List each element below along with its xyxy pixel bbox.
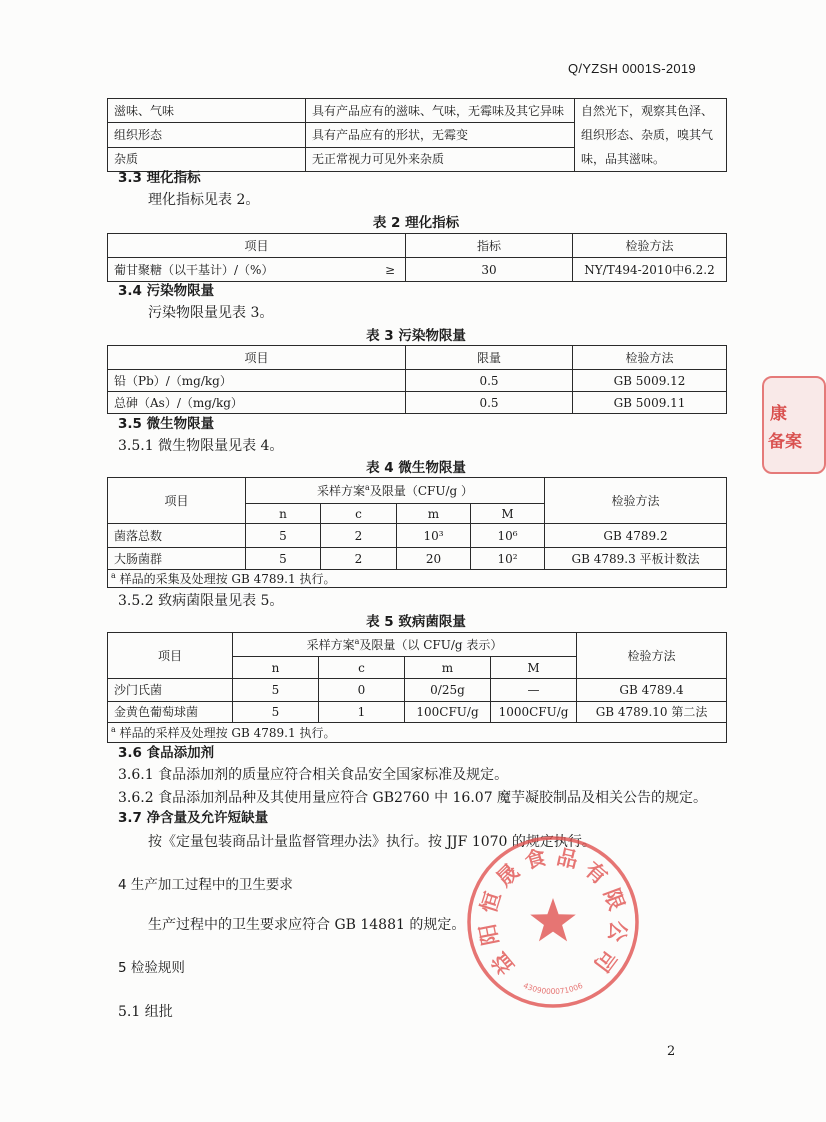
item-cell: 杂质 bbox=[108, 147, 306, 171]
seam-stamp-text: 备案 bbox=[768, 432, 802, 452]
requirement-cell: 具有产品应有的滋味、气味，无霉味及其它异味 bbox=[306, 99, 575, 123]
c-cell: 1 bbox=[319, 702, 405, 723]
n-cell: 5 bbox=[246, 548, 321, 570]
header-cell: 检验方法 bbox=[577, 633, 727, 679]
subheader-cell: n bbox=[233, 657, 319, 679]
table-2-caption: 表 2 理化指标 bbox=[372, 215, 460, 231]
table-footnote-row bbox=[108, 723, 727, 743]
header-cell: 限量 bbox=[406, 346, 573, 370]
sampling-plan-header bbox=[246, 478, 545, 504]
method-cell: NY/T494-2010中6.2.2 bbox=[573, 258, 727, 282]
seal-code: 4309000071006 bbox=[521, 980, 585, 997]
section-3-4-heading: 3.4 污染物限量 bbox=[118, 283, 215, 299]
c-cell: 2 bbox=[321, 524, 397, 548]
header-cell: 项目 bbox=[108, 346, 406, 370]
operator-symbol: ≥ bbox=[384, 262, 395, 277]
method-cell: GB 5009.12 bbox=[573, 370, 727, 392]
header-cell: 指标 bbox=[406, 234, 573, 258]
section-3-5-2-text: 3.5.2 致病菌限量见表 5。 bbox=[118, 593, 284, 609]
subheader-cell: m bbox=[405, 657, 491, 679]
M-cell: 1000CFU/g bbox=[491, 702, 577, 723]
seam-stamp-text: 康 bbox=[770, 404, 787, 424]
item-cell: 铅（Pb）/（mg/kg） bbox=[108, 370, 406, 392]
table-3-caption: 表 3 污染物限量 bbox=[366, 328, 466, 344]
table-footnote bbox=[108, 570, 727, 588]
header-cell: 项目 bbox=[108, 234, 406, 258]
m-cell: 100CFU/g bbox=[405, 702, 491, 723]
company-seal bbox=[463, 832, 643, 1012]
section-3-5-heading: 3.5 微生物限量 bbox=[118, 416, 215, 432]
method-cell: GB 4789.3 平板计数法 bbox=[545, 548, 727, 570]
method-cell: GB 4789.4 bbox=[577, 679, 727, 702]
microbial-limits-table bbox=[107, 477, 727, 588]
header-cell: 检验方法 bbox=[573, 234, 727, 258]
requirement-cell: 无正常视力可见外来杂质 bbox=[306, 147, 575, 171]
table-5-caption: 表 5 致病菌限量 bbox=[366, 614, 466, 630]
M-cell: — bbox=[491, 679, 577, 702]
sensory-requirements-table bbox=[107, 98, 727, 172]
footnote-text: 样品的采集及处理按 GB 4789.1 执行。 bbox=[119, 571, 336, 586]
footnote-mark: a bbox=[111, 570, 116, 580]
value-cell: 30 bbox=[406, 258, 573, 282]
m-cell: 0/25g bbox=[405, 679, 491, 702]
method-cell: 自然光下，观察其色泽、组织形态、杂质，嗅其气味，品其滋味。 bbox=[575, 99, 727, 172]
section-3-6-heading: 3.6 食品添加剂 bbox=[118, 745, 215, 761]
table-header-row bbox=[108, 478, 727, 504]
table-row bbox=[108, 258, 727, 282]
item-cell: 金黄色葡萄球菌 bbox=[108, 702, 233, 723]
header-cell: 项目 bbox=[108, 478, 246, 524]
table-row bbox=[108, 702, 727, 723]
footnote-mark: a bbox=[354, 636, 360, 646]
header-text: 及限量（以 CFU/g 表示） bbox=[359, 637, 503, 652]
table-header-row bbox=[108, 346, 727, 370]
footnote-mark: a bbox=[365, 482, 370, 492]
method-cell: GB 5009.11 bbox=[573, 392, 727, 414]
section-3-3-heading: 3.3 理化指标 bbox=[118, 170, 201, 186]
n-cell: 5 bbox=[233, 679, 319, 702]
physicochemical-table bbox=[107, 233, 727, 282]
table-header-row bbox=[108, 234, 727, 258]
seam-stamp bbox=[760, 376, 802, 472]
header-cell: 检验方法 bbox=[573, 346, 727, 370]
footnote-mark: a bbox=[111, 724, 116, 734]
M-cell: 10² bbox=[471, 548, 545, 570]
table-footnote-row bbox=[108, 570, 727, 588]
subheader-cell: n bbox=[246, 504, 321, 524]
section-5-heading: 5 检验规则 bbox=[118, 960, 185, 976]
header-text: 采样方案 bbox=[306, 637, 355, 652]
n-cell: 5 bbox=[233, 702, 319, 723]
subheader-cell: c bbox=[321, 504, 397, 524]
limit-cell: 0.5 bbox=[406, 392, 573, 414]
subheader-cell: c bbox=[319, 657, 405, 679]
limit-cell: 0.5 bbox=[406, 370, 573, 392]
pathogen-limits-table bbox=[107, 632, 727, 743]
table-footnote bbox=[108, 723, 727, 743]
item-cell: 组织形态 bbox=[108, 123, 306, 147]
item-cell: 沙门氏菌 bbox=[108, 679, 233, 702]
subheader-cell: M bbox=[471, 504, 545, 524]
item-cell: 滋味、气味 bbox=[108, 99, 306, 123]
document-code: Q/YZSH 0001S-2019 bbox=[568, 61, 696, 76]
table-row bbox=[108, 679, 727, 702]
footnote-text: 样品的采样及处理按 GB 4789.1 执行。 bbox=[119, 725, 336, 740]
item-cell: 菌落总数 bbox=[108, 524, 246, 548]
section-3-4-text: 污染物限量见表 3。 bbox=[148, 305, 274, 321]
sampling-plan-header bbox=[233, 633, 577, 657]
table-row bbox=[108, 370, 727, 392]
section-4-heading: 4 生产加工过程中的卫生要求 bbox=[118, 877, 293, 893]
header-cell: 项目 bbox=[108, 633, 233, 679]
table-row bbox=[108, 392, 727, 414]
seam-stamp-body bbox=[762, 376, 826, 474]
table-row bbox=[108, 548, 727, 570]
page-number: 2 bbox=[667, 1044, 676, 1059]
c-cell: 0 bbox=[319, 679, 405, 702]
subheader-cell: m bbox=[397, 504, 471, 524]
table-header-row bbox=[108, 633, 727, 657]
section-3-7-heading: 3.7 净含量及允许短缺量 bbox=[118, 810, 269, 826]
M-cell: 10⁶ bbox=[471, 524, 545, 548]
item-cell: 大肠菌群 bbox=[108, 548, 246, 570]
n-cell: 5 bbox=[246, 524, 321, 548]
m-cell: 10³ bbox=[397, 524, 471, 548]
item-cell: 总砷（As）/（mg/kg） bbox=[108, 392, 406, 414]
requirement-cell: 具有产品应有的形状，无霉变 bbox=[306, 123, 575, 147]
header-text: 及限量（CFU/g ） bbox=[369, 483, 473, 498]
contaminant-limits-table bbox=[107, 345, 727, 414]
seal-star-icon bbox=[530, 898, 576, 941]
section-3-7-text: 按《定量包装商品计量监督管理办法》执行。按 JJF 1070 的规定执行。 bbox=[148, 834, 596, 850]
subheader-cell: M bbox=[491, 657, 577, 679]
table-row bbox=[108, 524, 727, 548]
item-cell bbox=[108, 258, 406, 282]
section-4-text: 生产过程中的卫生要求应符合 GB 14881 的规定。 bbox=[148, 917, 466, 933]
table-4-caption: 表 4 微生物限量 bbox=[366, 460, 466, 476]
header-cell: 检验方法 bbox=[545, 478, 727, 524]
item-text: 葡甘聚糖（以干基计）/（%） bbox=[114, 262, 274, 277]
method-cell: GB 4789.10 第二法 bbox=[577, 702, 727, 723]
section-5-1-heading: 5.1 组批 bbox=[118, 1004, 173, 1020]
seal-company-name: 益阳恒晟食品有限公司 bbox=[475, 844, 631, 980]
c-cell: 2 bbox=[321, 548, 397, 570]
section-3-6-2-text: 3.6.2 食品添加剂品种及其使用量应符合 GB2760 中 16.07 魔芋凝胶制品及相关公告的规定。 bbox=[118, 790, 708, 806]
section-3-5-1-text: 3.5.1 微生物限量见表 4。 bbox=[118, 438, 284, 454]
method-cell: GB 4789.2 bbox=[545, 524, 727, 548]
section-3-3-text: 理化指标见表 2。 bbox=[148, 192, 260, 208]
header-text: 采样方案 bbox=[317, 483, 366, 498]
table-row bbox=[108, 99, 727, 123]
m-cell: 20 bbox=[397, 548, 471, 570]
section-3-6-1-text: 3.6.1 食品添加剂的质量应符合相关食品安全国家标准及规定。 bbox=[118, 767, 509, 783]
